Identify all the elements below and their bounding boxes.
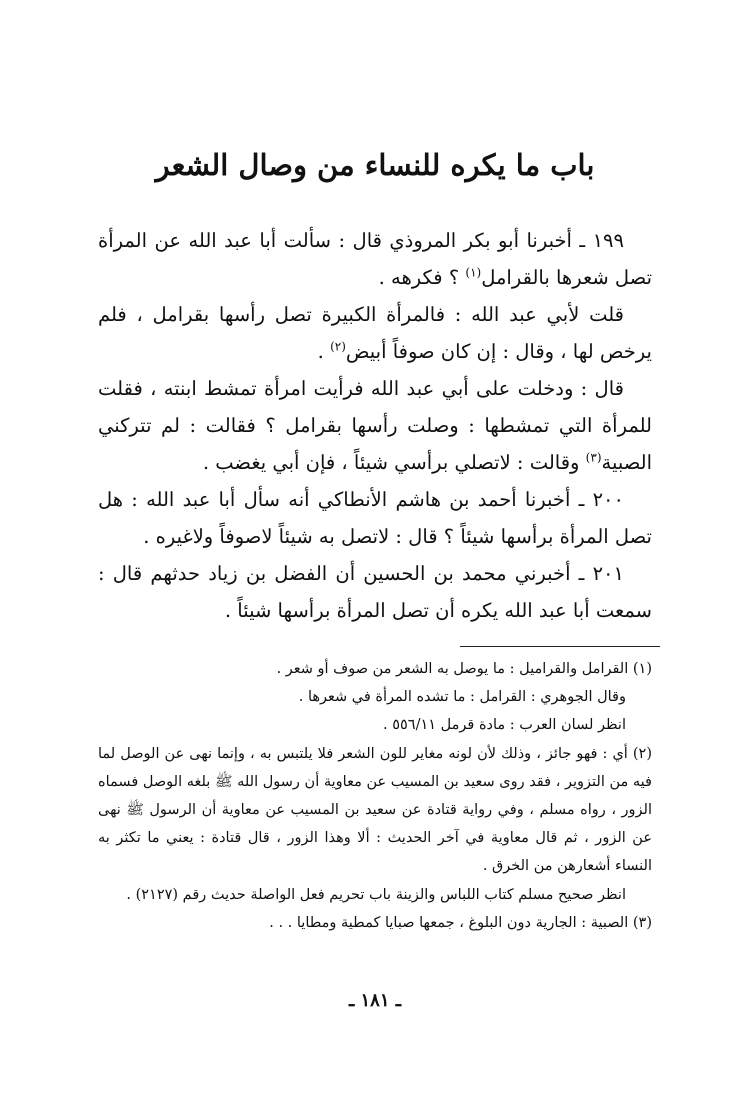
paragraph-text: قلت لأبي عبد الله : فالمرأة الكبيرة تصل رأسها بقرامل ، فلم يرخص لها ، وقال : إن كان صوفاً أبيض xyxy=(98,303,652,363)
footnote-ref: (٣) xyxy=(585,450,602,465)
paragraph-200: ٢٠٠ ـ أخبرنا أحمد بن هاشم الأنطاكي أنه سأل أبا عبد الله : هل تصل المرأة برأسها شيئاً ؟ قال : لاتصل به شيئاً لاصوفاً ولاغيره . xyxy=(98,488,652,548)
footnote-3: (٣) الصبية : الجارية دون البلوغ ، جمعها صبايا كمطية ومطايا . . . xyxy=(269,914,652,931)
footnote-2: (٢) أي : فهو جائز ، وذلك لأن لونه مغاير للون الشعر فلا يلتبس به ، وإنما نهى عن الوصل لما فيه من التزوير ، فقد روى سعيد بن المسيب عن معاوية أن رسول الله ﷺ بلغه الوصل فسماه الزور ، رواه مسلم ، وفي رواية قتادة عن سعيد بن المسيب عن معاوية أن الرسول ﷺ نهى عن الزور ، ثم قال معاوية في آخر الحديث : ألا وهذا الزور ، قال قتادة : يعني ما تكثر به النساء أشعارهن من الخرق . xyxy=(98,745,652,875)
footnote-1-reference: انظر لسان العرب : مادة قرمل ٥٥٦/١١ . xyxy=(383,717,626,734)
paragraph-text: قال : ودخلت على أبي عبد الله فرأيت امرأة تمشط ابنته ، فقلت للمرأة التي تمشطها : وصلت رأسها بقرامل ؟ فقالت : لم تتركني الصبية xyxy=(98,377,652,474)
paragraph-201: ٢٠١ ـ أخبرني محمد بن الحسين أن الفضل بن زياد حدثهم قال : سمعت أبا عبد الله يكره أن تصل المرأة برأسها شيئاً . xyxy=(98,562,652,622)
chapter-title: باب ما يكره للنساء من وصال الشعر xyxy=(155,148,595,182)
paragraph-199 xyxy=(98,222,652,296)
paragraph-question xyxy=(98,296,652,370)
paragraph-text: ؟ فكرهه . xyxy=(378,266,466,289)
footnote-divider xyxy=(460,646,660,647)
footnote-ref: (١) xyxy=(465,265,482,280)
paragraph-text: وقالت : لاتصلي برأسي شيئاً ، فإن أبي يغضب . xyxy=(202,451,586,474)
footnote-1: (١) القرامل والقراميل : ما يوصل به الشعر من صوف أو شعر . xyxy=(276,661,652,677)
footnotes xyxy=(98,655,652,937)
footnote-1-continued: وقال الجوهري : القرامل : ما تشده المرأة في شعرها . xyxy=(298,689,626,706)
paragraph-visit xyxy=(98,370,652,481)
footnote-ref: (٢) xyxy=(330,339,346,354)
page-number: ـ ١٨١ ـ xyxy=(348,990,402,1011)
footnote-2-reference: انظر صحيح مسلم كتاب اللباس والزينة باب تحريم فعل الواصلة حديث رقم (٢١٢٧) . xyxy=(126,886,626,903)
main-text xyxy=(98,222,652,629)
paragraph-text: . xyxy=(317,340,331,363)
paragraph-text: ١٩٩ ـ أخبرنا أبو بكر المروذي قال : سألت أبا عبد الله عن المرأة تصل شعرها بالقرامل xyxy=(98,229,652,289)
